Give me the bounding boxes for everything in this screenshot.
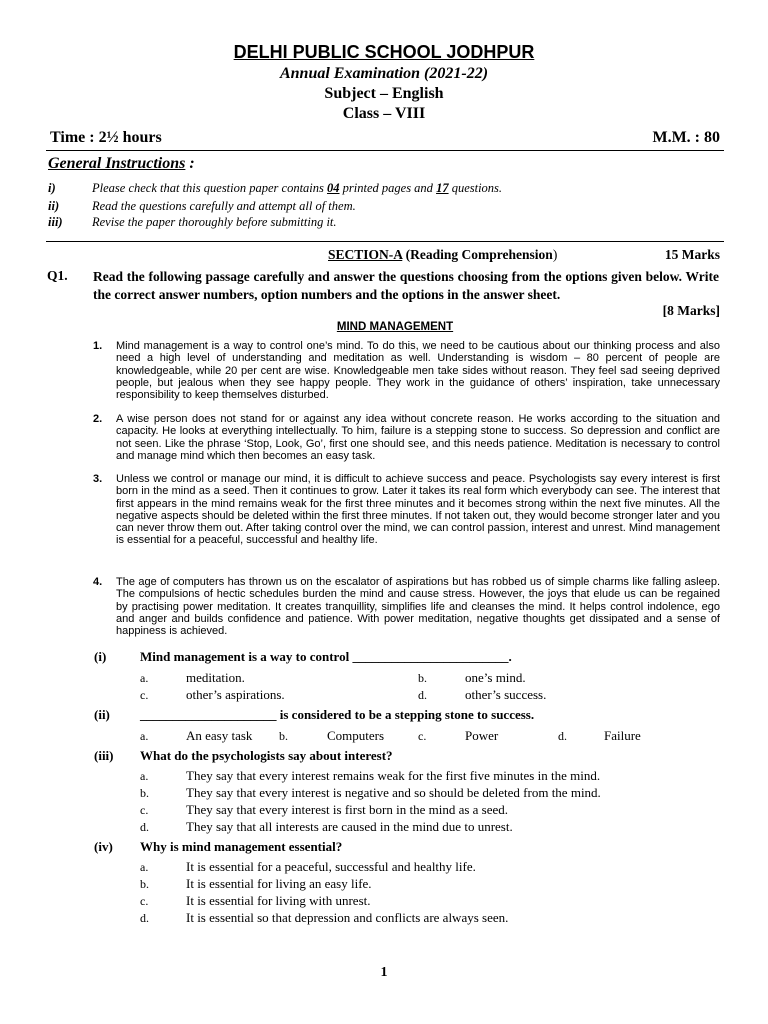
option-letter: d. (140, 911, 149, 925)
option-text: other’s aspirations. (186, 687, 285, 702)
option-letter: c. (140, 803, 149, 817)
exam-page: DELHI PUBLIC SCHOOL JODHPUR Annual Examination (2021-22) Subject – English Class – VIII Time : 2½ hours M.M. : 80 General Instructions : i) Please check that this question paper contains 04 printed pages and 17 questions. ii) Read the questions carefully and attempt all of them. iii) Revise the paper thoroughly before submitting it. SECTION-A (Reading Comprehension) 15 Marks Q1. Read the following passage carefully and answer the questions choosing from the options given below. Write the correct answer numbers, option numbers and the options in the answer sheet. [8 Marks] MIND MANAGEMENT 1. Mind management is a way to control one’s mind. To do this, we need to be cautious about our thinking process and also need a high level of understanding and meditation as well. Understanding is wisdom – 80 percent of people are knowledgeable, while 20 per cent are wise. Knowledgeable men take sides without reason. They feel sad seeing deprived people, but jealous when they see happy people. They work in the guidance of others’ inspiration, take unnecessary responsibility to keep themselves disturbed. 2. A wise person does not stand for or against any idea without concrete reason. He works according to the situation and capacity. He looks at everything intellectually. To him, failure is a stepping stone to success. So depression and conflict are not seen. Like the phrase ‘Stop, Look, Go’, first one should see, and this needs patience. Meditation is necessary to control and manage mind which then becomes an easy task. 3. Unless we control or manage our mind, it is difficult to achieve success and peace. Psychologists say every interest is first born in the mind as a seed. Then it continues to grow. Later it takes its real form which everybody can see. The interest that first appears in the mind remains weak for the first three minutes and it becomes strong within the next five minutes. All the negative aspects should be deleted within the first three minutes. If not taken out, they would become stronger later and you can never throw them out. After taking control over the mind, we can control passion, interest and unrest. Mind management is essential for a peaceful, successful and healthy life. 4. The age of computers has thrown us on the escalator of aspirations but has robbed us of simple charms like falling asleep. The compulsions of hectic schedules burden the mind and cause stress. However, the joys that elude us can be regained by practising power meditation. It creates tranquillity, simplifies life and cleanses the mind. It helps control indolence, ego and anger and builds confidence and patience. With power meditation, negative thoughts get dissipated and a sense of happiness is achieved. (i) Mind management is a way to control ________________________. a. meditation. b. one’s mind. c. other’s aspirations. d. other’s success. (ii) _____________________ is considered to be a stepping stone to success. a. An easy task b. Computers c. Power d. Failure (iii) What do the psychologists say about interest? a. They say that every interest remains weak for the first five minutes in the mind. b. They say that every interest is negative and so should be deleted from the mind. c. They say that every interest is first born in the mind as a seed. d. They say that all interests are caused in the mind due to unrest. (iv) Why is mind management essential? a. It is essential for a peaceful, successful and healthy life. b. It is essential for living an easy life. c. It is essential for living with unrest. d. It is essential so that depression and conflicts are always seen. 1 (0, 0, 768, 1024)
option-text: It is essential for living an easy life. (186, 876, 372, 891)
option-letter: d. (558, 729, 567, 743)
exam-title: Annual Examination (2021-22) (279, 65, 489, 82)
section-heading: SECTION-A (Reading Comprehension) (328, 247, 558, 262)
option-letter: b. (140, 786, 149, 800)
option-text: They say that every interest is negative and so should be deleted from the mind. (186, 785, 601, 800)
option-text: meditation. (186, 670, 245, 685)
question-text: Read the following passage carefully and answer the questions choosing from the options given below. Write the correct answer numbers, option numbers and the options in the answer sheet. (93, 269, 719, 302)
option-text: Failure (604, 728, 641, 743)
option-letter: a. (140, 729, 149, 743)
subject-line: Subject – English (324, 85, 444, 102)
option-letter: b. (418, 671, 427, 685)
instruction-item: ii) Read the questions carefully and attempt all of them. (48, 199, 356, 213)
option-text: Computers (327, 728, 385, 743)
option-text: Power (465, 728, 499, 743)
instructions-heading: General Instructions : (48, 155, 195, 172)
class-line: Class – VIII (342, 105, 426, 122)
question-number: Q1. (47, 268, 68, 283)
option-letter: c. (140, 894, 149, 908)
option-text: It is essential for living with unrest. (186, 893, 371, 908)
option-text: It is essential for a peaceful, successful and healthy life. (186, 859, 476, 874)
option-text: other’s success. (465, 687, 547, 702)
option-letter: b. (140, 877, 149, 891)
option-text: It is essential so that depression and conflicts are always seen. (186, 910, 509, 925)
maximum-marks: M.M. : 80 (652, 129, 720, 146)
question-marks: [8 Marks] (662, 303, 720, 318)
divider (46, 150, 724, 151)
instruction-item: iii) Revise the paper thoroughly before submitting it. (48, 215, 337, 229)
option-text: one’s mind. (465, 670, 526, 685)
passage-paragraph: 2. A wise person does not stand for or against any idea without concrete reason. He works according to the situation and capacity. He looks at everything intellectually. To him, failure is a stepping stone to success. So depression and conflict are not seen. Like the phrase ‘Stop, Look, Go’, first one should see, and this needs patience. Meditation is necessary to control and manage mind which then becomes an easy task. (93, 413, 720, 462)
option-letter: a. (140, 769, 149, 783)
option-text: They say that all interests are caused in the mind due to unrest. (186, 819, 513, 834)
passage-paragraph: 1. Mind management is a way to control one’s mind. To do this, we need to be cautious about our thinking process and also need a high level of understanding and meditation as well. Understanding is wisdom – 80 percent of people are knowledgeable, while 20 per cent are wise. Knowledgeable men take sides without reason. They feel sad seeing deprived people, but jealous when they see happy people. They work in the guidance of others’ inspiration, take unnecessary responsibility to keep themselves disturbed. (93, 340, 720, 402)
option-letter: b. (279, 729, 288, 743)
divider (46, 241, 724, 242)
option-text: They say that every interest remains weak for the first five minutes in the mind. (186, 768, 601, 783)
section-marks: 15 Marks (664, 247, 720, 262)
option-letter: c. (140, 688, 149, 702)
passage-title: MIND MANAGEMENT (336, 321, 454, 333)
option-text: They say that every interest is first born in the mind as a seed. (186, 802, 509, 817)
school-name: DELHI PUBLIC SCHOOL JODHPUR (233, 42, 535, 62)
passage-paragraph: 3. Unless we control or manage our mind, it is difficult to achieve success and peace. Psychologists say every interest is first born in the mind as a seed. Then it continues to grow. Later it takes its real form which everybody can see. The interest that first appears in the mind remains weak for the first three minutes and it becomes strong within the next five minutes. All the negative aspects should be deleted within the first three minutes. If not taken out, they would become stronger later and you can never throw them out. After taking control over the mind, we can control passion, interest and unrest. Mind management is essential for a peaceful, successful and healthy life. (93, 473, 720, 547)
option-letter: c. (418, 729, 427, 743)
option-letter: a. (140, 860, 149, 874)
time-allowed: Time : 2½ hours (50, 129, 162, 146)
page-number: 1 (380, 965, 388, 980)
option-letter: d. (418, 688, 427, 702)
option-letter: d. (140, 820, 149, 834)
option-letter: a. (140, 671, 149, 685)
passage-paragraph: 4. The age of computers has thrown us on the escalator of aspirations but has robbed us of simple charms like falling asleep. The compulsions of hectic schedules burden the mind and cause stress. However, the joys that elude us can be regained by practising power meditation. It creates tranquillity, simplifies life and cleanses the mind. It helps control indolence, ego and anger and builds confidence and patience. With power meditation, negative thoughts get dissipated and a sense of happiness is achieved. (93, 576, 720, 638)
instruction-item: i) Please check that this question paper contains 04 printed pages and 17 questions. (48, 181, 503, 195)
option-text: An easy task (186, 728, 253, 743)
